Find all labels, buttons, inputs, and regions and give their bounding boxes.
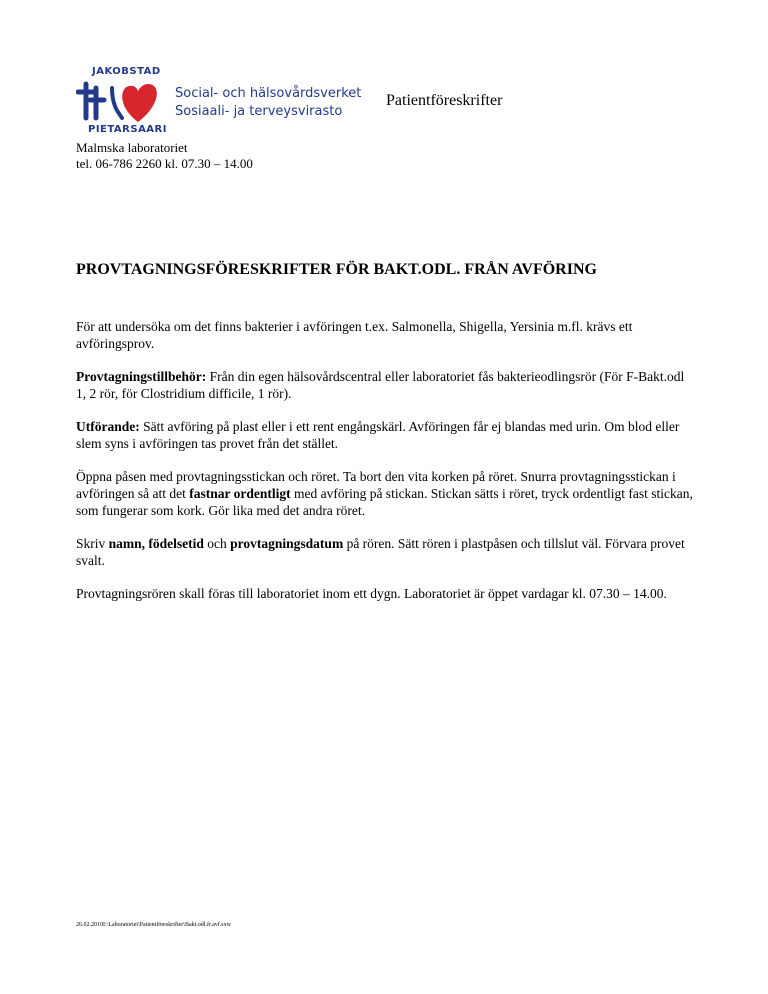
logo-agency-swedish: Social- och hälsovårdsverket [175,86,362,101]
labeling-emphasis-2: provtagningsdatum [230,536,344,551]
labeling-text-c: på rören. Sätt rören i plastpåsen och tillslut väl. Förvara provet svalt. [76,536,685,568]
sampling-text-b: med avföring på stickan. Stickan sätts i röret, tryck ordentligt fast stickan, som fungerar som kork. Gör lika med det andra röret. [76,486,693,518]
sampling-text-a: Öppna påsen med provtagningsstickan och röret. Ta bort den vita korken på röret. Snurra provtagningsstickan i avföringen så att det [76,469,676,501]
document-type: Patientföreskrifter [386,92,503,109]
paragraph-labeling [76,535,696,569]
logo-heart-icon [76,78,166,124]
lab-contact [76,140,253,172]
equipment-text: Från din egen hälsovårdscentral eller laboratoriet fås bakterieodlingsrör (För F-Bakt.odl 1, 2 rör, för Clostridium difficile, 1 rör). [76,369,685,401]
logo-city-swedish: JAKOBSTAD [92,66,161,77]
logo-city-finnish: PIETARSAARI [88,124,167,135]
logo-agency-finnish: Sosiaali- ja terveysvirasto [175,104,343,119]
paragraph-procedure [76,418,696,452]
procedure-text: Sätt avföring på plast eller i ett rent engångskärl. Avföringen får ej blandas med urin. Om blod eller slem syns i avföringen tas provet från det stället. [76,419,680,451]
lab-phone: tel. 06-786 2260 kl. 07.30 – 14.00 [76,156,253,171]
equipment-label: Provtagningstillbehör: [76,369,207,384]
labeling-text-a: Skriv [76,536,109,551]
paragraph-equipment [76,368,696,402]
page-title: PROVTAGNINGSFÖRESKRIFTER FÖR BAKT.ODL. FRÅN AVFÖRING [76,261,597,278]
lab-name: Malmska laboratoriet [76,140,188,155]
sampling-emphasis: fastnar ordentligt [189,486,291,501]
paragraph-delivery: Provtagningsrören skall föras till laboratoriet inom ett dygn. Laboratoriet är öppet vardagar kl. 07.30 – 14.00. [76,586,667,601]
labeling-emphasis-1: namn, födelsetid [108,536,204,551]
procedure-label: Utförande: [76,419,140,434]
instructions-body [76,318,696,618]
paragraph-intro: För att undersöka om det finns bakterier i avföringen t.ex. Salmonella, Shigella, Yersinia m.fl. krävs ett avföringsprov. [76,319,633,351]
footer-file-path: 26.02.2010I:\Laboratoriet\Patientföreskrifter\Bakt.odl.fr.avf.sxw [76,922,231,928]
labeling-text-b: och [203,536,231,551]
paragraph-sampling [76,468,696,519]
organization-logo [76,66,366,136]
